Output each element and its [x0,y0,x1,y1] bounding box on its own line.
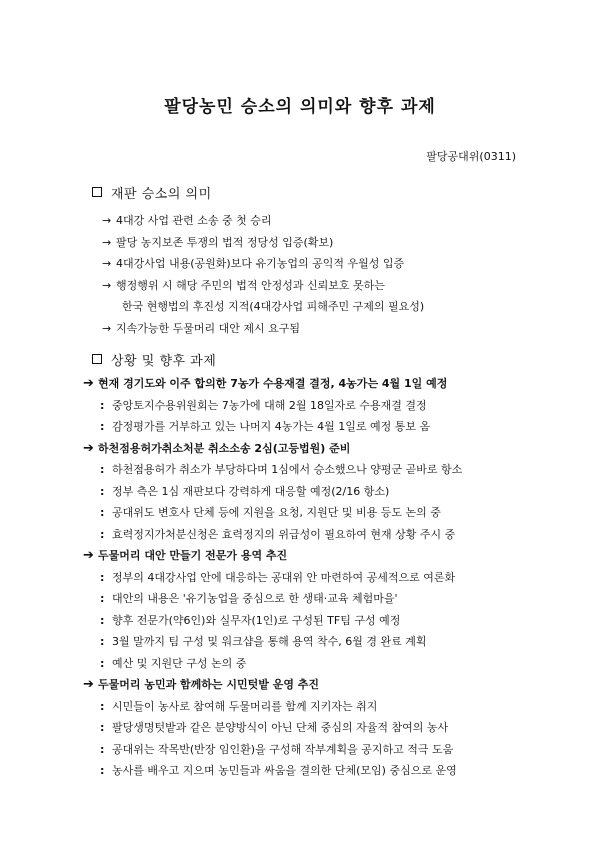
bold-arrow-icon: ➔ [83,440,94,456]
square-bullet-icon [92,187,102,197]
list-item: → 팔당 농지보존 투쟁의 법적 정당성 입증(확보) [102,232,424,254]
group-item: : 예산 및 지원단 구성 논의 중 [100,656,247,670]
section-heading-text: 재판 승소의 의미 [111,187,212,202]
section-heading-meaning [92,183,212,202]
arrow-right-icon: → [102,257,112,270]
meaning-list [102,210,424,339]
arrow-right-icon: → [102,321,112,335]
bold-arrow-icon: ➔ [83,376,94,391]
list-item: → 4대강 사업 관련 소송 중 첫 승리 [102,210,424,232]
group-item: : 공대위도 변호사 단체 등에 지원을 요청, 지원단 및 비용 등도 논의 중 [100,506,441,519]
section-heading-tasks [92,350,216,369]
group-item: : 향후 전문가(약6인)와 실무자(1인)로 구성된 TF팀 구성 예정 [100,613,401,627]
section-heading-text: 상황 및 향후 과제 [111,354,217,369]
tasks-list [83,373,462,782]
list-item: → 지속가능한 두물머리 대안 제시 요구됨 [102,318,424,340]
group-title: ➔ 현재 경기도와 이주 합의한 7농가 수용재결 결정, 4농가는 4월 1일 예정 [83,373,462,395]
group-item: : 감정평가를 거부하고 있는 나머지 4농가는 4월 1일로 예정 통보 옴 [100,420,431,433]
document-title: 팔당농민 승소의 의미와 향후 과제 [164,97,436,117]
group-item: : 3월 말까지 팀 구성 및 워크샵을 통해 용역 착수, 6월 경 완료 계획 [100,635,427,648]
arrow-right-icon: → [102,278,112,292]
group-item: : 대안의 내용은 '유기농업을 중심으로 한 생태·교육 체험마을' [100,592,398,605]
bold-arrow-icon: ➔ [83,677,94,692]
group-item: : 시민들이 농사로 참여해 두물머리를 함께 지키자는 취지 [100,699,378,713]
group-item: : 하천점용허가 취소가 부당하다며 1심에서 승소했으나 양평군 곧바로 항소 [100,463,463,476]
group-item: : 팔당생명텃밭과 같은 분양방식이 아닌 단체 중심의 자율적 참여의 농사 [100,721,449,734]
group-title: ➔ 두물머리 대안 만들기 전문가 용역 추진 [83,545,462,567]
bold-arrow-icon: ➔ [83,548,94,563]
list-item-continuation: 한국 현행법의 후진성 지적(4대강사업 피해주민 구제의 필요성) [122,300,425,313]
document-author: 팔당공대위(0311) [426,150,516,163]
square-bullet-icon [92,354,102,364]
group-title: ➔ 하천점용허가취소처분 취소소송 2심(고등법원) 준비 [83,438,462,460]
group-title: ➔ 두물머리 농민과 함께하는 시민텃밭 운영 추진 [83,674,462,696]
arrow-right-icon: → [102,235,112,249]
group-item: : 공대위는 작목반(반장 임인환)을 구성해 작부계획을 공지하고 적극 도움 [100,742,454,756]
group-item: : 정부 측은 1심 재판보다 강력하게 대응할 예정(2/16 항소) [100,484,390,498]
group-item: : 중앙토지수용위원회는 7농가에 대해 2월 18일자로 수용재결 결정 [100,398,427,412]
list-item: → 행정행위 시 해당 주민의 법적 안정성과 신뢰보호 못하는 [102,275,424,297]
group-item: : 정부의 4대강사업 안에 대응하는 공대위 안 마련하여 공세적으로 여론화 [100,570,456,584]
arrow-right-icon: → [102,214,112,227]
group-item: : 농사를 배우고 지으며 농민들과 싸움을 결의한 단체(모임) 중심으로 운영 [100,764,457,777]
group-item: : 효력정지가처분신청은 효력정지의 위급성이 필요하여 현재 상황 주시 중 [100,527,456,541]
list-item: → 4대강사업 내용(공원화)보다 유기농업의 공익적 우월성 입증 [102,253,424,275]
